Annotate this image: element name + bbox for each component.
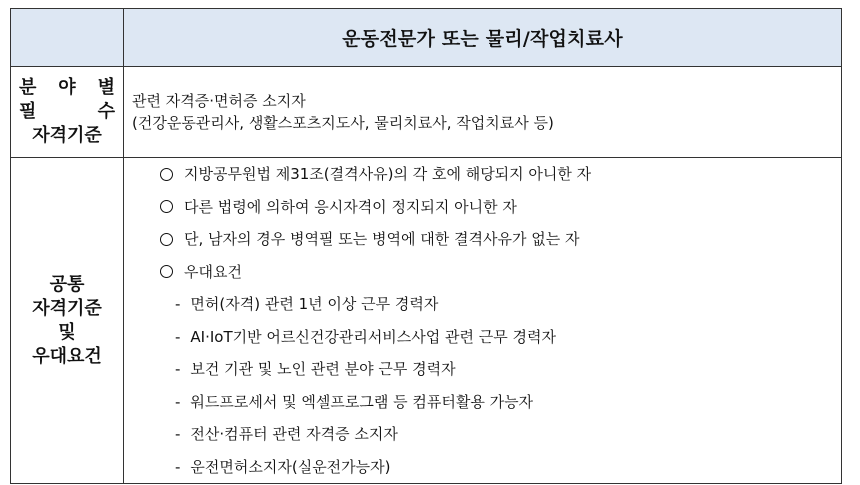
dash-marker: - (175, 295, 181, 313)
list-item (160, 386, 841, 419)
required-label-line2 (11, 100, 123, 124)
list-item (160, 353, 841, 386)
circle-bullet-icon (160, 168, 173, 181)
circle-bullet-icon (160, 200, 173, 213)
header-empty-cell (11, 9, 124, 67)
list-item (160, 288, 841, 321)
required-label-cell (11, 67, 124, 158)
common-label-cell (11, 158, 124, 484)
list-item-text: 다른 법령에 의하여 응시자격이 정지되지 아니한 자 (184, 197, 517, 216)
common-label-line: 자격기준 (32, 297, 102, 319)
label-char: 별 (97, 77, 115, 98)
header-row (11, 9, 842, 67)
list-item-text: 운전면허소지자(실운전가능자) (190, 457, 391, 476)
dash-marker: - (175, 457, 181, 476)
required-label-line3: 자격기준 (32, 125, 102, 146)
requirements-table (10, 8, 842, 484)
list-item (160, 256, 841, 289)
list-item-text: 우대요건 (184, 262, 242, 281)
label-char: 야 (58, 77, 76, 98)
dash-marker: - (175, 425, 181, 443)
label-char: 수 (97, 101, 115, 122)
list-item-text: 워드프로세서 및 엑셀프로그램 등 컴퓨터활용 가능자 (190, 392, 534, 411)
required-label (11, 76, 123, 148)
list-item (160, 418, 841, 451)
list-item-text: AI·IoT기반 어르신건강관리서비스사업 관련 근무 경력자 (190, 327, 557, 346)
label-char: 필 (19, 101, 37, 122)
list-item-text: 보건 기관 및 노인 관련 분야 근무 경력자 (190, 360, 456, 378)
common-label-line: 및 (58, 321, 76, 343)
required-text-line2: (건강운동관리사, 생활스포츠지도사, 물리치료사, 작업치료사 등) (132, 114, 554, 132)
dash-marker: - (175, 327, 181, 346)
list-item-text: 지방공무원법 제31조(결격사유)의 각 호에 해당되지 아니한 자 (184, 165, 592, 183)
required-text-line1: 관련 자격증·면허증 소지자 (132, 92, 306, 110)
required-row (11, 67, 842, 158)
common-label-line: 공통 (49, 273, 85, 295)
dash-marker: - (175, 392, 181, 411)
common-list (124, 158, 841, 483)
circle-bullet-icon (160, 233, 173, 246)
common-label-line: 우대요건 (32, 345, 102, 367)
list-item (160, 158, 841, 191)
list-item-text: 면허(자격) 관련 1년 이상 근무 경력자 (190, 295, 439, 313)
list-item (160, 321, 841, 354)
required-label-line1 (11, 76, 123, 100)
common-label (11, 273, 123, 369)
common-row (11, 158, 842, 484)
list-item (160, 223, 841, 256)
circle-bullet-icon (160, 265, 173, 278)
common-content-cell (124, 158, 842, 484)
dash-marker: - (175, 360, 181, 378)
list-item-text: 전산·컴퓨터 관련 자격증 소지자 (190, 425, 398, 443)
label-char: 분 (19, 77, 37, 98)
required-content-cell (124, 67, 842, 158)
list-item (160, 191, 841, 224)
required-text (124, 90, 841, 134)
header-title: 운동전문가 또는 물리/작업치료사 (124, 9, 842, 67)
list-item (160, 451, 841, 484)
qualification-table (10, 8, 842, 484)
list-item-text: 단, 남자의 경우 병역필 또는 병역에 대한 결격사유가 없는 자 (184, 230, 580, 248)
